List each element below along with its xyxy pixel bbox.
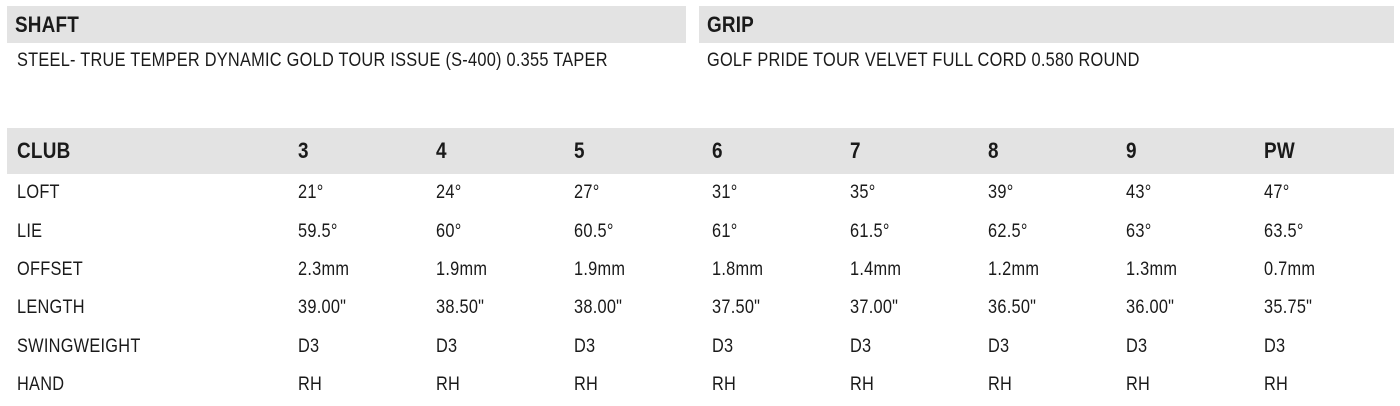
table-cell [712,251,772,289]
cell-text: RH [1126,374,1151,396]
cell-text: D3 [298,335,320,357]
header-label: 7 [850,138,861,163]
cell-text: 38.50" [436,297,485,319]
table-cell [1264,251,1324,289]
cell-text: D3 [1126,335,1148,357]
shaft-title: SHAFT [15,11,79,37]
header-cell [1264,128,1300,174]
cell-text: 31° [712,182,738,204]
cell-text: 1.8mm [712,258,764,280]
cell-text: 39.00" [298,297,347,319]
grip-title: GRIP [707,11,754,37]
cell-text: LIE [17,220,43,242]
table-cell [712,289,768,327]
table-cell [1126,289,1182,327]
header-label: CLUB [17,138,71,163]
cell-text: 60.5° [574,220,614,242]
cell-text: OFFSET [17,258,84,280]
header-cell [988,128,1001,174]
cell-text: 2.3mm [298,258,350,280]
table-cell [298,289,354,327]
row-label [17,212,46,250]
table-row-hand [7,366,1394,404]
table-cell [436,212,466,250]
table-cell [574,328,599,366]
cell-text: LENGTH [17,297,85,319]
table-cell [988,366,1016,404]
table-cell [712,174,742,212]
table-row-lie [7,212,1394,250]
table-row-offset [7,251,1394,289]
cell-text: 27° [574,182,600,204]
table-cell [1126,174,1156,212]
header-label: 9 [1126,138,1137,163]
cell-text: 36.50" [988,297,1037,319]
table-cell [850,212,896,250]
cell-text: RH [1264,374,1289,396]
cell-text: 38.00" [574,297,623,319]
header-cell-club [17,128,79,174]
table-cell [436,289,492,327]
cell-text: 63° [1126,220,1152,242]
header-cell [298,128,311,174]
cell-text: 39° [988,182,1014,204]
grip-header [699,6,1394,43]
cell-text: RH [712,374,737,396]
header-cell [850,128,863,174]
table-cell [436,251,496,289]
table-cell [1264,174,1294,212]
cell-text: 1.2mm [988,258,1040,280]
grip-value-text: GOLF PRIDE TOUR VELVET FULL CORD 0.580 ROUND [707,50,1140,71]
header-label: 4 [436,138,447,163]
cell-text: LOFT [17,182,60,204]
table-row-loft [7,174,1394,212]
grip-value [707,50,1210,72]
header-cell [574,128,587,174]
header-label: PW [1264,138,1296,163]
table-cell [436,328,461,366]
shaft-value [17,50,704,72]
row-label [17,174,67,212]
row-label [17,251,94,289]
row-label [17,366,72,404]
table-cell [988,328,1013,366]
table-cell [988,174,1018,212]
cell-text: 63.5° [1264,220,1304,242]
table-cell [574,366,602,404]
cell-text: SWINGWEIGHT [17,335,141,357]
cell-text: 37.50" [712,297,761,319]
header-label: 3 [298,138,309,163]
cell-text: 21° [298,182,324,204]
table-row-swingweight [7,328,1394,366]
table-cell [1264,366,1292,404]
cell-text: 1.9mm [436,258,488,280]
table-row-length [7,289,1394,327]
shaft-header [7,6,686,43]
table-cell [850,289,906,327]
table-cell [298,366,326,404]
table-cell [988,212,1034,250]
cell-text: 47° [1264,182,1290,204]
table-cell [1126,328,1151,366]
table-cell [574,251,634,289]
header-cell [1126,128,1139,174]
table-cell [298,174,328,212]
table-cell [298,212,344,250]
cell-text: HAND [17,374,65,396]
table-cell [1264,212,1310,250]
header-cell [712,128,725,174]
shaft-value-text: STEEL- TRUE TEMPER DYNAMIC GOLD TOUR ISSUE (S-400) 0.355 TAPER [17,50,608,71]
cell-text: 0.7mm [1264,258,1316,280]
cell-text: 35.75" [1264,297,1313,319]
table-cell [1126,251,1186,289]
cell-text: 24° [436,182,462,204]
cell-text: RH [436,374,461,396]
table-cell [298,328,323,366]
table-cell [574,174,604,212]
table-cell [1126,212,1156,250]
header-label: 6 [712,138,723,163]
cell-text: 43° [1126,182,1152,204]
cell-text: RH [298,374,323,396]
table-cell [850,328,875,366]
cell-text: D3 [436,335,458,357]
cell-text: 61.5° [850,220,890,242]
cell-text: 61° [712,220,738,242]
row-label [17,289,96,327]
table-cell [988,289,1044,327]
table-cell [1264,289,1320,327]
cell-text: D3 [574,335,596,357]
table-cell [298,251,358,289]
cell-text: 1.9mm [574,258,626,280]
cell-text: 1.3mm [1126,258,1178,280]
cell-text: RH [850,374,875,396]
table-cell [574,289,630,327]
table-cell [712,212,742,250]
cell-text: D3 [988,335,1010,357]
table-cell [850,174,880,212]
cell-text: 60° [436,220,462,242]
row-label [17,328,161,366]
table-cell [712,328,737,366]
cell-text: D3 [1264,335,1286,357]
table-cell [436,174,466,212]
cell-text: D3 [850,335,872,357]
table-cell [1126,366,1154,404]
cell-text: RH [574,374,599,396]
cell-text: 1.4mm [850,258,902,280]
cell-text: D3 [712,335,734,357]
cell-text: 59.5° [298,220,338,242]
table-cell [988,251,1048,289]
table-cell [850,251,910,289]
cell-text: 35° [850,182,876,204]
table-cell [850,366,878,404]
cell-text: RH [988,374,1013,396]
cell-text: 36.00" [1126,297,1175,319]
header-label: 5 [574,138,585,163]
table-header-row [7,128,1394,174]
table-cell [436,366,464,404]
cell-text: 37.00" [850,297,899,319]
club-spec-table [7,128,1394,404]
cell-text: 62.5° [988,220,1028,242]
table-cell [712,366,740,404]
table-cell [1264,328,1289,366]
header-cell [436,128,449,174]
table-cell [574,212,620,250]
header-label: 8 [988,138,999,163]
